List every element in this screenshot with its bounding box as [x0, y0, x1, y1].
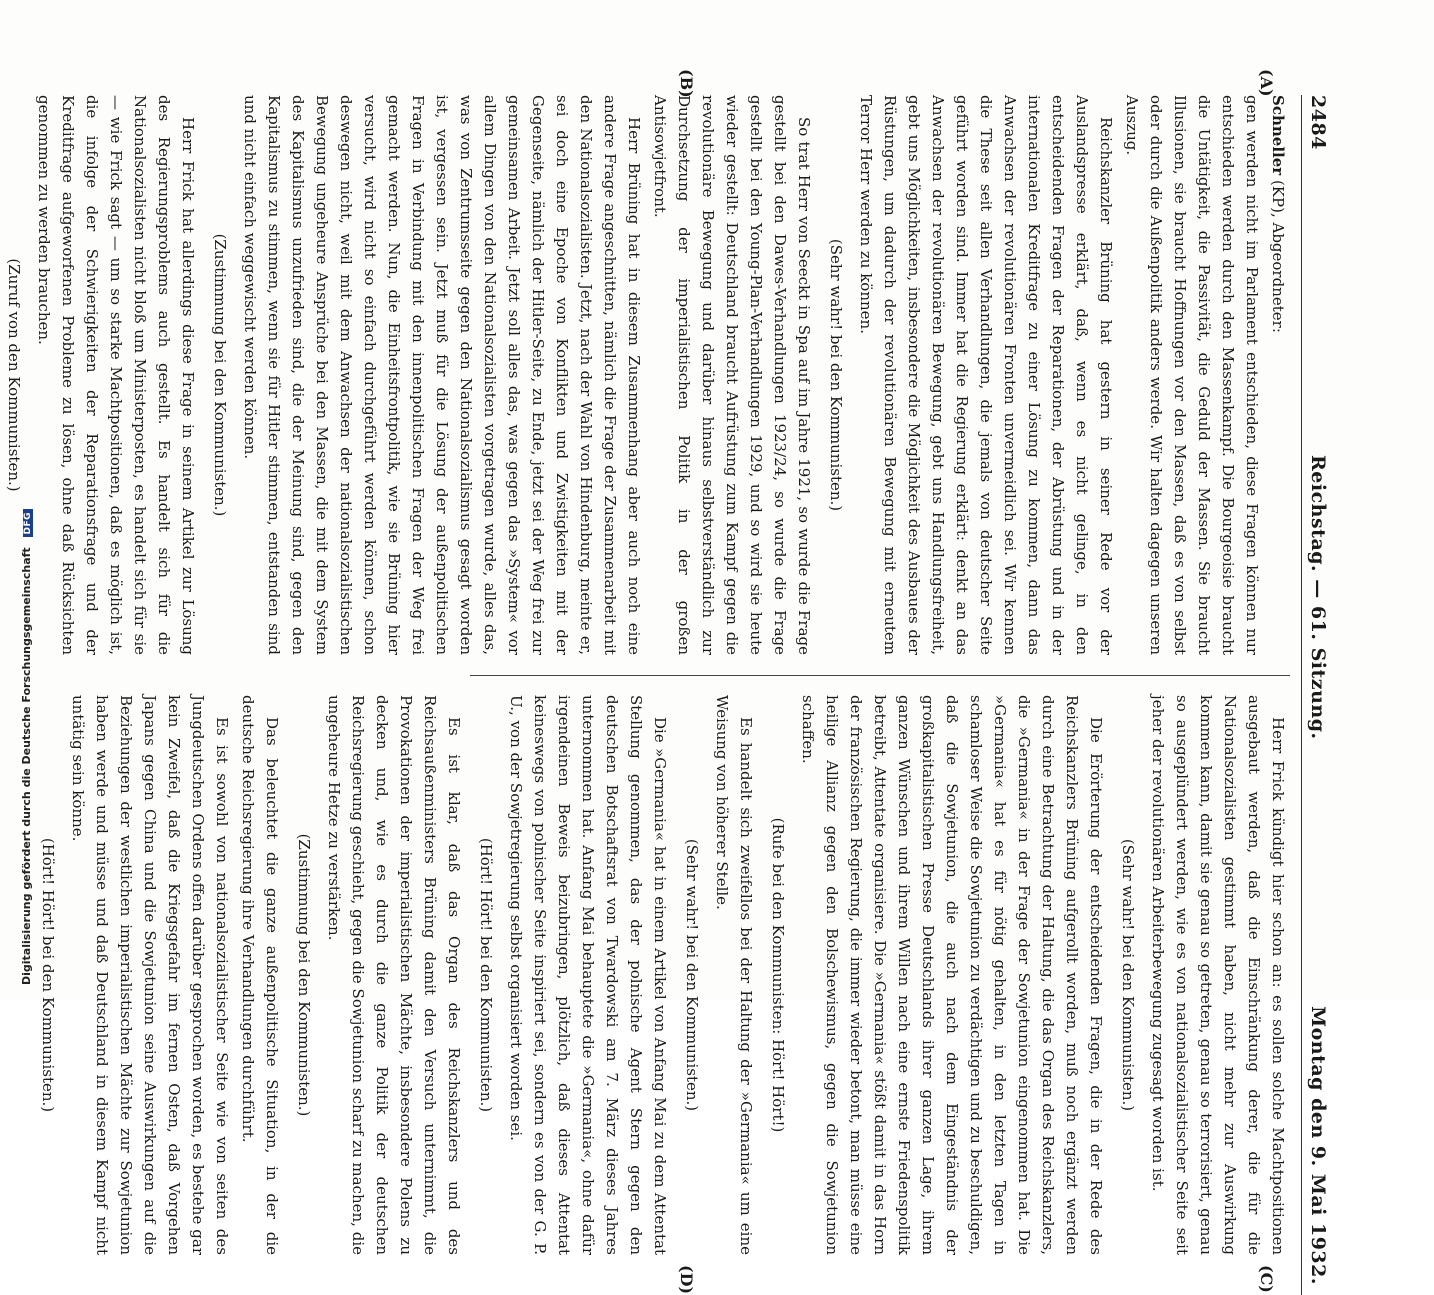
- column-divider: [470, 675, 1290, 676]
- interjection: (Rufe bei den Kommunisten: Hört! Hört!): [769, 817, 787, 1133]
- speaker-line: [1266, 95, 1290, 655]
- interjection: (Sehr wahr! bei den Kommunisten.): [683, 838, 701, 1112]
- paragraph: Die Erörterung der entscheidenden Fragen, die in der Rede des Reichskanzlers Brüning aufgerollt worden, muß noch ergänzt werden durch eine Betrachtung der Haltung, die das Organ des Reichskanzlers, die »Germania« in der Frage der Sowjetunion eingenommen hat. Die »Germania« hat es für nötig gehalten, in den letzten Tagen in schamloser Weise die Sowjetunion zu verdächtigen und zu beschuldigen, daß die Sowjetunion, die auch nach dem Eingeständnis der großkapitalistischen Presse Deutschlands ihrer ganzen Lage, ihrem ganzen Wünschen und ihrem Willen nach eine ernste Friedenspolitik betreibt, Attentate organisiere. Die »Germania« stößt damit in das Horn der französischen Regierung, die immer wieder betont, man müsse eine heilige Allianz gegen den Bolschewismus, gegen die Sowjetunion schaffen.: [799, 695, 1105, 1255]
- paragraph: Es ist sowohl von nationalsozialistischer Seite wie von seiten des Jungdeutschen Ordens offen darüber gesprochen worden, es bestehe gar kein Zweifel, daß die Kriegsgefahr im fernen Osten, daß Vorgehen Japans gegen China und die Sowjetunion seine Auswirkungen auf die Beziehungen der westlichen imperialistischen Mächte zur Sowjetunion haben werde und müsse und daß Deutschland in diesem Kampf nicht untätig sein könne.: [69, 695, 231, 1255]
- paragraph: Herr Brüning hat in diesem Zusammenhang aber auch noch eine andere Frage angeschnitten, nämlich die Frage der Zusammenarbeit mit den Nationalsozialisten. Jetzt, nach der Wahl von Hindenburg, meinte er, sei doch eine Epoche von Konflikten und Zwistigkeiten mit der Gegenseite, nämlich der Hitler-Seite, zu Ende, jetzt sei der Weg frei zur gemeinsamen Arbeit. Jetzt soll alles das, was gegen das »System« vor allem Dingen von den Nationalsozialisten vorgetragen wurde, alles das, was von Zentrumsseite gegen den Nationalsozialismus gesagt worden ist, vergessen sein. Jetzt muß für die Lösung der außenpolitischen Fragen in Verbindung mit den innenpolitischen Fragen der Weg frei gemacht werden. Nun, die Einheitsfrontpolitik, wie sie Brüning hier versucht, wird nicht so einfach durchgeführt werden können, schon deswegen nicht, weil mit dem Anwachsen der nationalsozialistischen Bewegung ungeheure Ansprüche bei den Massen, die mit dem System des Kapitalismus unzufrieden sind, die der Meinung sind, gegen den Kapitalismus zu stimmen, wenn sie für Hitler stimmen, entstanden sind und nicht einfach weggewischt werden können.: [241, 95, 643, 655]
- margin-marker-d: (D): [677, 1265, 696, 1295]
- digitization-footer: [4, 0, 33, 1000]
- speaker-party: (KP), Abgeordneter:: [1269, 179, 1287, 333]
- interjection: (Hört! Hört! bei den Kommunisten.): [477, 837, 495, 1113]
- paragraph: Herr Frick kündigt hier schon an: es sollen solche Machtpositionen ausgebaut werden, daß die Einschränkung derer, die für die Nationalsozialisten gestimmt haben, nicht mehr zur Auswirkung kommen kann, damit sie genau so getreten, genau so terrorisiert, genau so ausgeplündert werden, wie es von nationalsozialistischer Seite seit jeher der revolutionären Arbeiterbewegung zugesagt worden ist.: [1149, 695, 1287, 1255]
- margin-marker-a: (A): [1257, 69, 1276, 97]
- paragraph: Es handelt sich zweifellos bei der Haltung der »Germania« um eine Weisung von höherer Stelle.: [713, 695, 755, 1255]
- page-header: [1301, 95, 1330, 1295]
- paragraph: Das beleuchtet die ganze außenpolitische Situation, in der die deutsche Reichsregierung ihre Verhandlungen durchführt.: [239, 695, 281, 1255]
- paragraph: Es ist klar, daß das Organ des Reichskanzlers und des Reichsaußenministers Brüning damit den Versuch unternimmt, die Provokationen der imperialistischen Mächte, insbesondere Polens zu decken und, wie es durch die ganze Politik der deutschen Reichsregierung geschieht, gegen die Sowjetunion scharf zu machen, die ungeheure Hetze zu verstärken.: [325, 695, 463, 1255]
- speaker-name: Schneller: [1269, 95, 1287, 176]
- footer-credit: [20, 5, 33, 985]
- footer-credit-text: Digitalisierung gefördert durch die Deutsche Forschungsgemeinschaft: [20, 547, 33, 985]
- paragraph: Herr Frick hat allerdings diese Frage in seinem Artikel zur Lösung des Regierungsproblems auch gestellt. Es handelt sich für die Nationalsozialisten nicht bloß um Ministerposten, es handelt sich für sie — wie Frick sagt — um so starke Machtpositionen, daß es möglich ist, die infolge der Schwierigkeiten der Reparationsfrage und der Kreditfrage aufgeworfenen Probleme zu lösen, ohne daß Rücksichten genommen zu werden brauchen.: [35, 95, 197, 655]
- paragraph: gen werden nicht im Parlament entschieden, diese Fragen können nur entschieden werden durch den Massenkampf. Die Bourgeoisie braucht die Untätigkeit, die Passivität, die Geduld der Massen. Sie braucht Illusionen, sie braucht Hoffnungen vor den Massen, daß es von selbst oder durch die Außenpolitik anders werde. Wir halten dagegen unseren Auszug.: [1123, 95, 1261, 655]
- paragraph: Die »Germania« hat in einem Artikel von Anfang Mai zu dem Attentat Stellung genommen, das der polnische Agent Stern gegen den deutschen Botschaftsrat von Twardowski am 7. März dieses Jahres unternommen hat. Anfang Mai behauptete die »Germania«, ohne dafür irgendeinen Beweis beizubringen, plötzlich, daß dieses Attentat keineswegs von polnischer Seite inspiriert sei, sondern es von der G. P. U., von der Sowjetregierung selbst organisiert worden sei.: [507, 695, 669, 1255]
- interjection: (Zuruf von den Kommunisten.): [5, 258, 23, 492]
- interjection: (Zustimmung bei den Kommunisten.): [211, 233, 229, 517]
- interjection: (Sehr wahr! bei den Kommunisten.): [827, 238, 845, 512]
- paragraph: So trat Herr von Seeckt in Spa auf im Jahre 1921, so wurde die Frage gestellt bei den Dawes-Verhandlungen 1923/24, so wurde die Frage gestellt bei den Young-Plan-Verhandlungen 1929, und so wird sie heute wieder gestellt: Deutschland braucht Aufrüstung zum Kampf gegen die revolutionäre Bewegung und darüber hinaus selbstverständlich zur Durchsetzung der imperialistischen Politik in der großen Antisowjetfront.: [651, 95, 813, 655]
- interjection: (Sehr wahr! bei den Kommunisten.): [1119, 838, 1137, 1112]
- page-number: 2484: [1307, 95, 1329, 150]
- margin-marker-b: (B): [677, 69, 696, 98]
- paragraph: Reichskanzler Brüning hat gestern in seiner Rede vor der Auslandspresse erklärt, daß, wenn es nicht gelinge, in den entscheidenden Fragen der Reparationen, der Abrüstung und in der internationalen Kreditfrage zu einer Lösung zu kommen, dann das Anwachsen der revolutionären Fronten unvermeidlich sei. Wir kennen die These seit allen Verhandlungen, die jemals von deutscher Seite geführt worden sind. Immer hat die Regierung erklärt: denkt an das Anwachsen der revolutionären Bewegung, gebt uns Handlungsfreiheit, gebt uns Möglichkeiten, insbesondere die Möglichkeit des Ausbaues der Rüstungen, um dadurch der revolutionären Bewegung mit erneutem Terror Herr werden zu können.: [857, 95, 1115, 655]
- right-column: [39, 695, 1290, 1255]
- dfg-logo-icon: DFG: [23, 509, 33, 538]
- margin-marker-c: (C): [1257, 1265, 1276, 1293]
- interjection: (Zustimmung bei den Kommunisten.): [295, 833, 313, 1117]
- session-date: Montag den 9. Mai 1932.: [1307, 1006, 1329, 1285]
- session-title: Reichstag. — 61. Sitzung.: [1307, 455, 1329, 740]
- interjection: (Hört! Hört! bei den Kommunisten.): [39, 837, 57, 1113]
